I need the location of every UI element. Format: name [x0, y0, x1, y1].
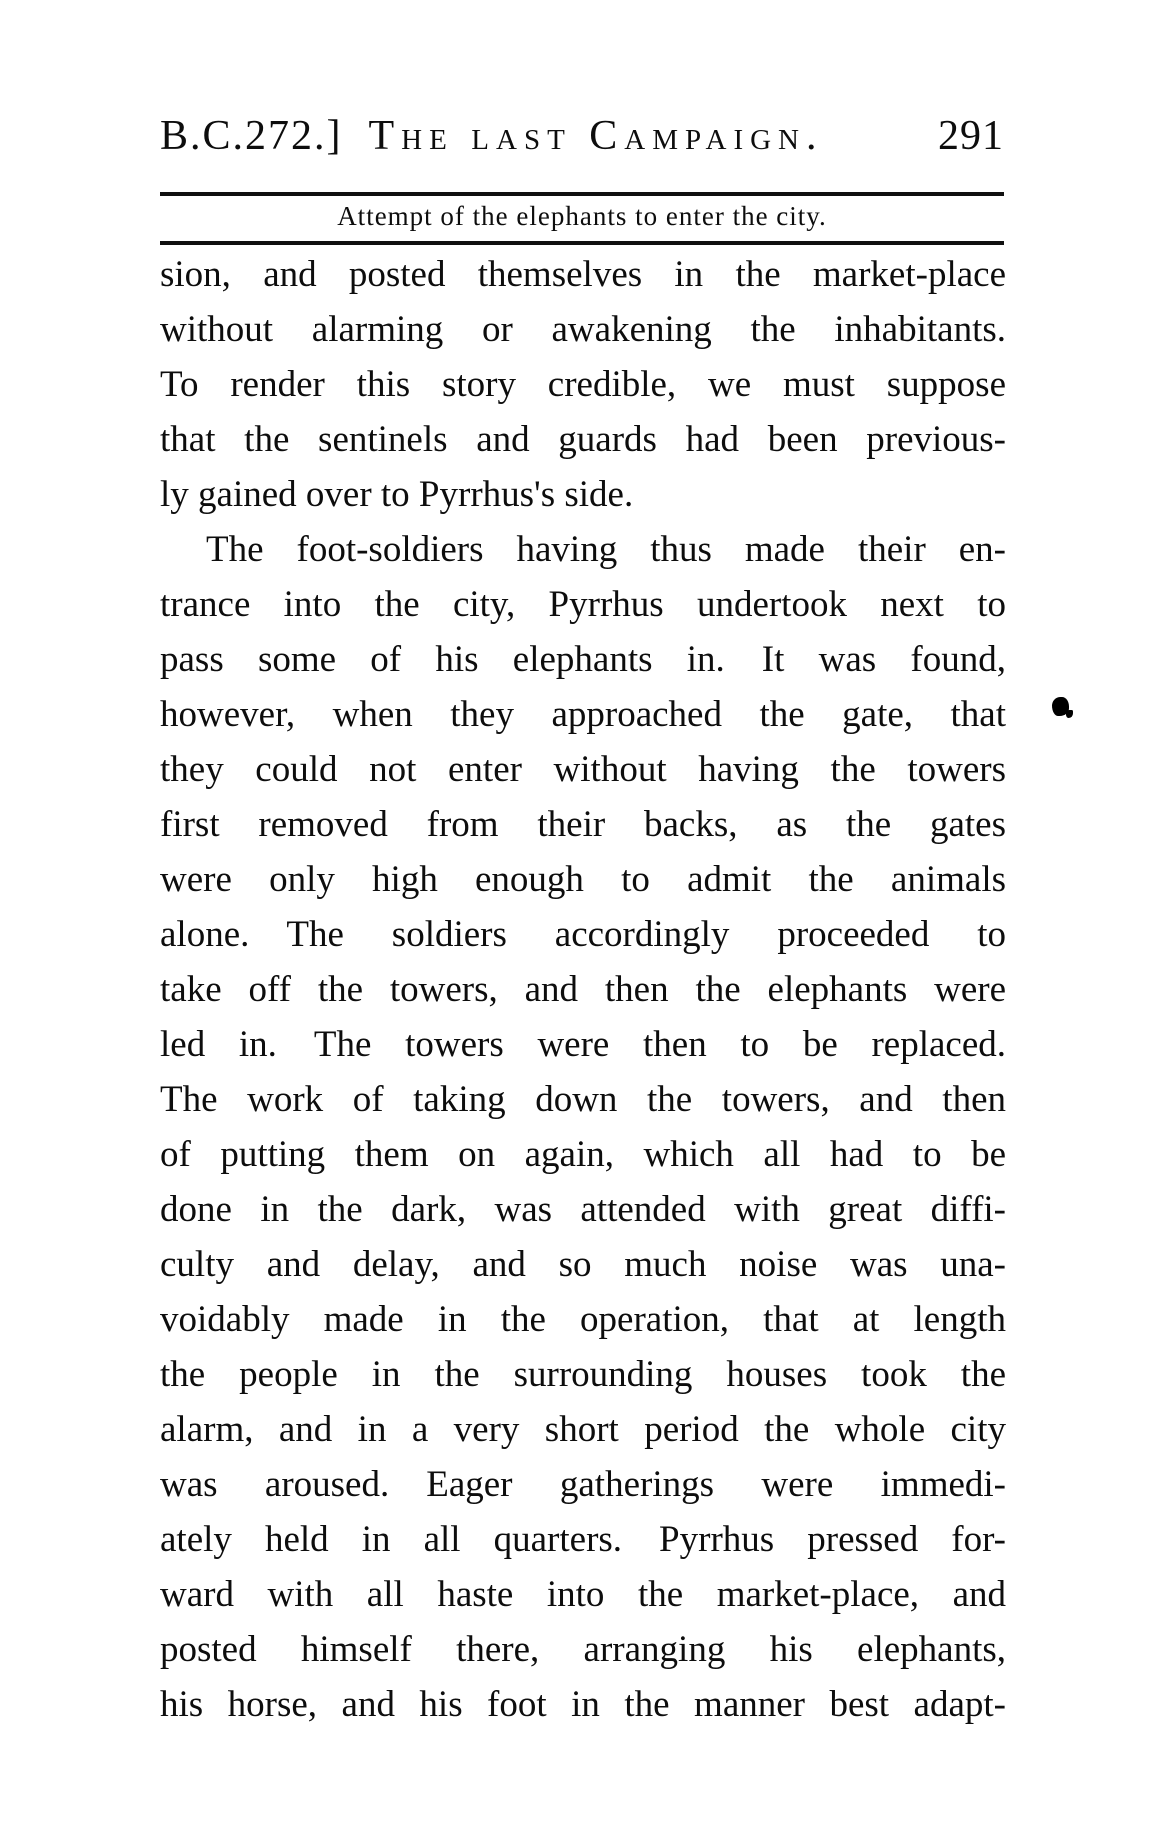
- divider-rule-bottom: [160, 241, 1004, 245]
- running-head: Attempt of the elephants to enter the city.: [337, 201, 827, 231]
- text-line: done in the dark, was attended with great diffi-: [160, 1189, 1006, 1230]
- text-line: posted himself there, arranging his elephants,: [160, 1629, 1006, 1670]
- text-line: take off the towers, and then the elephants were: [160, 969, 1006, 1010]
- text-line: his horse, and his foot in the manner best adapt-: [160, 1684, 1006, 1725]
- text-line: ately held in all quarters. Pyrrhus pressed for-: [160, 1519, 1006, 1560]
- body-text: [160, 247, 1006, 1732]
- text-line: alarm, and in a very short period the whole city: [160, 1409, 1006, 1450]
- text-line: however, when they approached the gate, that: [160, 694, 1006, 735]
- text-line: led in. The towers were then to be replaced.: [160, 1024, 1006, 1065]
- text-line: The work of taking down the towers, and then: [160, 1079, 1006, 1120]
- text-line: was aroused. Eager gatherings were immedi-: [160, 1464, 1006, 1505]
- text-line: first removed from their backs, as the gates: [160, 804, 1006, 845]
- page-header: [160, 112, 1004, 168]
- era-date-label: B.C.272.]: [160, 113, 343, 159]
- text-line: ward with all haste into the market-place, and: [160, 1574, 1006, 1615]
- text-line: culty and delay, and so much noise was una-: [160, 1244, 1006, 1285]
- text-line: that the sentinels and guards had been previous-: [160, 419, 1006, 460]
- divider-rule-top: [160, 192, 1004, 196]
- text-line: alone. The soldiers accordingly proceeded to: [160, 914, 1006, 955]
- text-line: without alarming or awakening the inhabitants.: [160, 309, 1006, 350]
- text-line: they could not enter without having the towers: [160, 749, 1006, 790]
- text-line: of putting them on again, which all had to be: [160, 1134, 1006, 1175]
- text-line-paragraph-start: The foot-soldiers having thus made their en-: [206, 529, 1006, 570]
- text-line: To render this story credible, we must suppose: [160, 364, 1006, 405]
- text-line: sion, and posted themselves in the market-place: [160, 254, 1006, 295]
- text-line: the people in the surrounding houses took the: [160, 1354, 1006, 1395]
- text-line: voidably made in the operation, that at length: [160, 1299, 1006, 1340]
- ink-blot-mark: [1052, 697, 1069, 716]
- chapter-title: The last Campaign.: [368, 113, 824, 159]
- text-line: trance into the city, Pyrrhus undertook next to: [160, 584, 1006, 625]
- text-line-paragraph-end: ly gained over to Pyrrhus's side.: [160, 474, 634, 515]
- text-line: pass some of his elephants in. It was found,: [160, 639, 1006, 680]
- page-number: 291: [938, 113, 1004, 159]
- text-line: were only high enough to admit the animals: [160, 859, 1006, 900]
